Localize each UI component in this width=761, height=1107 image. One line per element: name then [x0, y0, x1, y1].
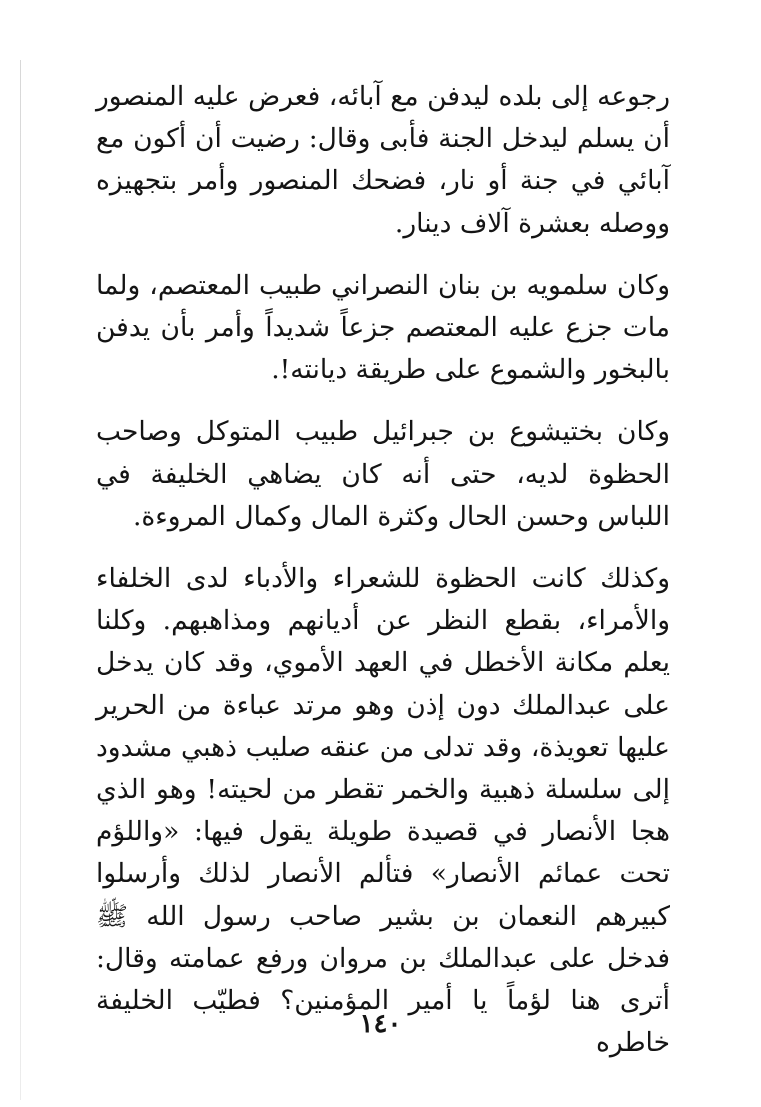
paragraph-4: وكذلك كانت الحظوة للشعراء والأدباء لدى الخلفاء والأمراء، بقطع النظر عن أديانهم ومذاهبهم. وكلنا يعلم مكانة الأخطل في العهد الأموي، وقد كان يدخل على عبدالملك دون إذن وهو مرتد عباءة من الحرير عليها تعويذة، وقد تدلى من عنقه صليب ذهبي مشدود إلى سلسلة ذهبية والخمر تقطر من لحيته! وهو الذي هجا الأنصار في قصيدة طويلة يقول فيها: «واللؤم تحت عمائم الأنصار» فتألم الأنصار لذلك وأرسلوا كبيرهم النعمان بن بشير صاحب رسول الله ﷺ فدخل على عبدالملك بن مروان ورفع عمامته وقال: أترى هنا لؤماً يا أمير المؤمنين؟ فطيّب الخليفة خاطره — [96, 563, 670, 1059]
paragraph-2: وكان سلمويه بن بنان النصراني طبيب المعتصم، ولما مات جزع عليه المعتصم جزعاً شديداً وأمر بأن يدفن بالبخور والشموع على طريقة ديانته!. — [96, 269, 670, 386]
body-text — [96, 76, 670, 1064]
paragraph-1: رجوعه إلى بلده ليدفن مع آبائه، فعرض عليه المنصور أن يسلم ليدخل الجنة فأبى وقال: رضيت أن أكون مع آبائي في جنة أو نار، فضحك المنصور وأمر بتجهيزه ووصله بعشرة آلاف دينار. — [96, 81, 670, 239]
paragraph-3: وكان بختيشوع بن جبرائيل طبيب المتوكل وصاحب الحظوة لديه، حتى أنه كان يضاهي الخليفة في اللباس وحسن الحال وكثرة المال وكمال المروءة. — [96, 416, 670, 532]
scan-edge-line — [20, 60, 21, 1100]
page-number: ١٤٠ — [359, 1009, 402, 1039]
